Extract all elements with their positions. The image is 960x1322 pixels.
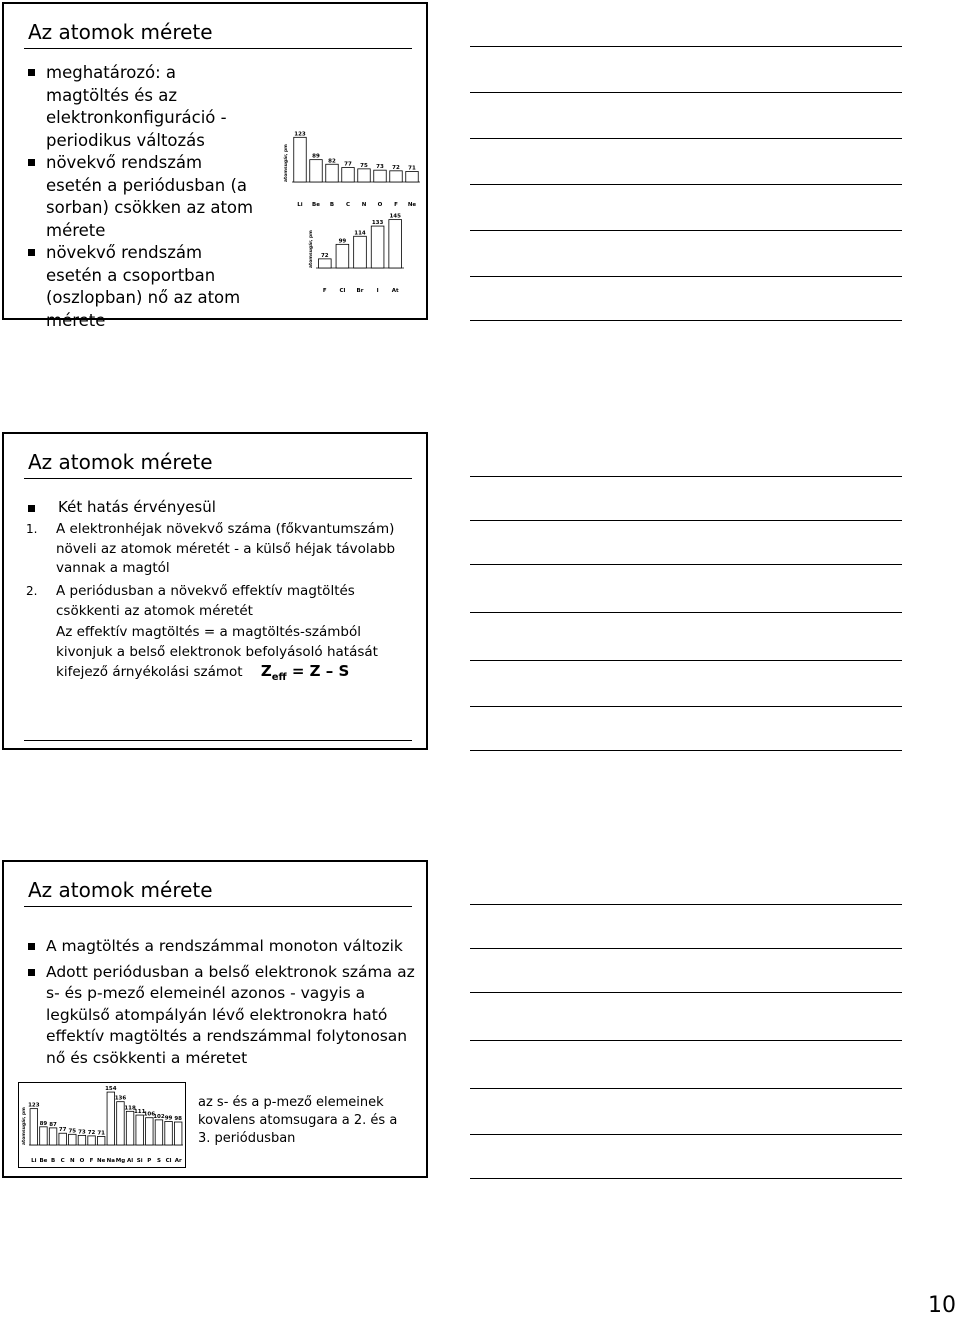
data-label: 73 <box>376 164 384 171</box>
bullet-square-icon <box>28 943 35 950</box>
data-label: 72 <box>392 164 400 171</box>
category-label: I <box>376 288 379 294</box>
definition-paragraph: Az effektív magtöltés = a magtöltés-számból kivonjuk a belső elektronok befolyásoló hatását kifejező árnyékolási számot $Z_{eff} = Z - S$ <box>56 624 378 683</box>
formula: $Z_{eff} = Z - S$ <box>260 662 350 683</box>
chart-periods-2-3 <box>18 1082 186 1168</box>
title-rule <box>24 478 412 479</box>
y-axis-label: atomsugár, pm <box>22 1107 27 1145</box>
category-label: F <box>394 202 398 208</box>
data-label: 118 <box>124 1105 136 1112</box>
category-label: P <box>147 1158 152 1164</box>
bar-O <box>78 1135 86 1145</box>
data-label: 99 <box>164 1115 173 1122</box>
data-label: 145 <box>389 213 401 220</box>
category-label: Si <box>136 1158 143 1164</box>
bullet-square-icon <box>28 505 35 512</box>
bar-O <box>374 170 386 182</box>
y-axis-label: atomsugár, pm <box>309 230 314 268</box>
data-label: 89 <box>39 1120 48 1127</box>
category-label: Be <box>312 202 320 208</box>
bar-F <box>390 171 402 182</box>
bar-Li <box>294 137 306 182</box>
chart-period-2 <box>280 130 420 212</box>
bar-Ar <box>174 1122 182 1145</box>
bullet-item: meghatározó: a magtöltés és az elektronkonfiguráció - periodikus változás <box>28 62 260 152</box>
data-label: 77 <box>344 161 352 168</box>
category-label: Al <box>126 1158 134 1164</box>
bar-I <box>371 226 384 268</box>
category-label: Ne <box>407 202 417 208</box>
category-label: Ne <box>97 1158 106 1164</box>
title-rule <box>24 906 412 907</box>
category-label: B <box>50 1158 56 1164</box>
chart-group-17 <box>306 212 406 296</box>
data-label: 77 <box>58 1127 67 1134</box>
bar-At <box>389 220 402 268</box>
bar-Be <box>40 1127 48 1145</box>
category-label: F <box>322 288 327 294</box>
category-label: Li <box>31 1158 37 1164</box>
data-label: 71 <box>408 165 416 172</box>
bar-Be <box>310 160 322 182</box>
bar-F <box>318 259 331 268</box>
data-label: 98 <box>174 1116 183 1123</box>
bar-Li <box>30 1109 38 1145</box>
data-label: 123 <box>294 131 306 138</box>
bar-N <box>358 169 370 182</box>
numbered-item: 2. A periódusban a növekvő effektív magtöltés csökkenti az atomok méretét <box>26 583 355 619</box>
data-label: 154 <box>105 1086 117 1093</box>
data-label: 99 <box>338 238 347 245</box>
bullet-square-icon <box>28 249 35 256</box>
bar-P <box>146 1118 154 1145</box>
bar-Ne <box>406 171 418 182</box>
category-label: N <box>361 202 367 208</box>
slide-1 <box>2 2 428 330</box>
data-label: 102 <box>153 1113 165 1120</box>
data-label: 89 <box>312 153 320 160</box>
category-label: Ar <box>174 1158 182 1164</box>
bar-Mg <box>117 1102 125 1145</box>
page-number: 10 <box>928 1293 956 1318</box>
category-label: F <box>89 1158 94 1164</box>
bar-S <box>155 1120 163 1145</box>
chart-svg <box>306 212 406 296</box>
slide-title: Az atomok mérete <box>28 20 213 44</box>
category-label: Mg <box>115 1158 126 1164</box>
bar-N <box>69 1134 77 1145</box>
data-label: 133 <box>371 220 384 227</box>
bullet-item: Két hatás érvényesül <box>28 498 216 516</box>
category-label: N <box>70 1158 75 1164</box>
bar-Br <box>354 236 367 268</box>
category-label: Br <box>356 288 364 294</box>
bar-Cl <box>165 1121 173 1145</box>
bar-Cl <box>336 244 349 268</box>
slide-3 <box>2 860 428 1178</box>
y-axis-label: atomsugár, pm <box>284 144 289 182</box>
slide-2 <box>2 432 428 750</box>
bar-Si <box>136 1115 144 1145</box>
chart-svg <box>19 1083 185 1167</box>
bullet-item: növekvő rendszám esetén a periódusban (a sorban) csökken az atom mérete <box>28 152 260 242</box>
bar-B <box>49 1128 57 1145</box>
bullet-list <box>28 936 422 1069</box>
bullet-square-icon <box>28 969 35 976</box>
data-label: 87 <box>49 1121 57 1128</box>
category-label: B <box>329 202 335 208</box>
bullet-square-icon <box>28 69 35 76</box>
category-label: Be <box>39 1158 48 1164</box>
data-label: 72 <box>320 252 329 259</box>
bar-C <box>342 168 354 182</box>
bar-Al <box>126 1111 134 1145</box>
category-label: Cl <box>339 288 346 294</box>
data-label: 106 <box>143 1111 156 1118</box>
slide-title: Az atomok mérete <box>28 878 213 902</box>
data-label: 73 <box>78 1129 86 1136</box>
chart-caption: az s- és a p-mező elemeinek kovalens atomsugara a 2. és a 3. periódusban <box>198 1095 398 1146</box>
chart-svg <box>280 130 420 212</box>
bar-Na <box>107 1092 115 1145</box>
category-label: S <box>156 1158 161 1164</box>
slide-title: Az atomok mérete <box>28 450 213 474</box>
bar-Ne <box>97 1136 105 1145</box>
data-label: 111 <box>133 1109 146 1116</box>
data-label: 114 <box>354 230 366 237</box>
footer-rule <box>24 740 412 741</box>
category-label: Cl <box>165 1158 172 1164</box>
bullet-list <box>28 62 260 332</box>
bullet-item: A magtöltés a rendszámmal monoton változik <box>28 936 422 958</box>
data-label: 72 <box>87 1129 96 1136</box>
category-label: C <box>345 202 351 208</box>
bar-F <box>88 1136 96 1145</box>
title-rule <box>24 48 412 49</box>
numbered-item: 1. A elektronhéjak növekvő száma (főkvantumszám) növeli az atomok méretét - a külső héjak távolabb vannak a magtól <box>26 521 396 576</box>
bar-B <box>326 164 338 182</box>
bullet-item: Adott periódusban a belső elektronok száma az s- és p-mező elemeinél azonos - vagyis a legkülső atompályán lévő elektronokra ható effektív magtöltés a rendszámmal folytonosan nő és csökkenti a méretet <box>28 962 422 1070</box>
category-label: At <box>391 288 399 294</box>
category-label: O <box>79 1158 85 1164</box>
category-label: O <box>377 202 383 208</box>
data-label: 123 <box>28 1102 40 1109</box>
data-label: 75 <box>360 162 368 169</box>
category-label: C <box>60 1158 65 1164</box>
category-label: Li <box>297 202 303 208</box>
data-label: 82 <box>328 158 336 165</box>
bullet-square-icon <box>28 159 35 166</box>
data-label: 75 <box>68 1128 77 1135</box>
bar-C <box>59 1133 67 1145</box>
bullet-item: növekvő rendszám esetén a csoportban (oszlopban) nő az atom mérete <box>28 242 260 332</box>
category-label: Na <box>106 1158 115 1164</box>
data-label: 136 <box>114 1095 127 1102</box>
data-label: 71 <box>97 1130 106 1137</box>
